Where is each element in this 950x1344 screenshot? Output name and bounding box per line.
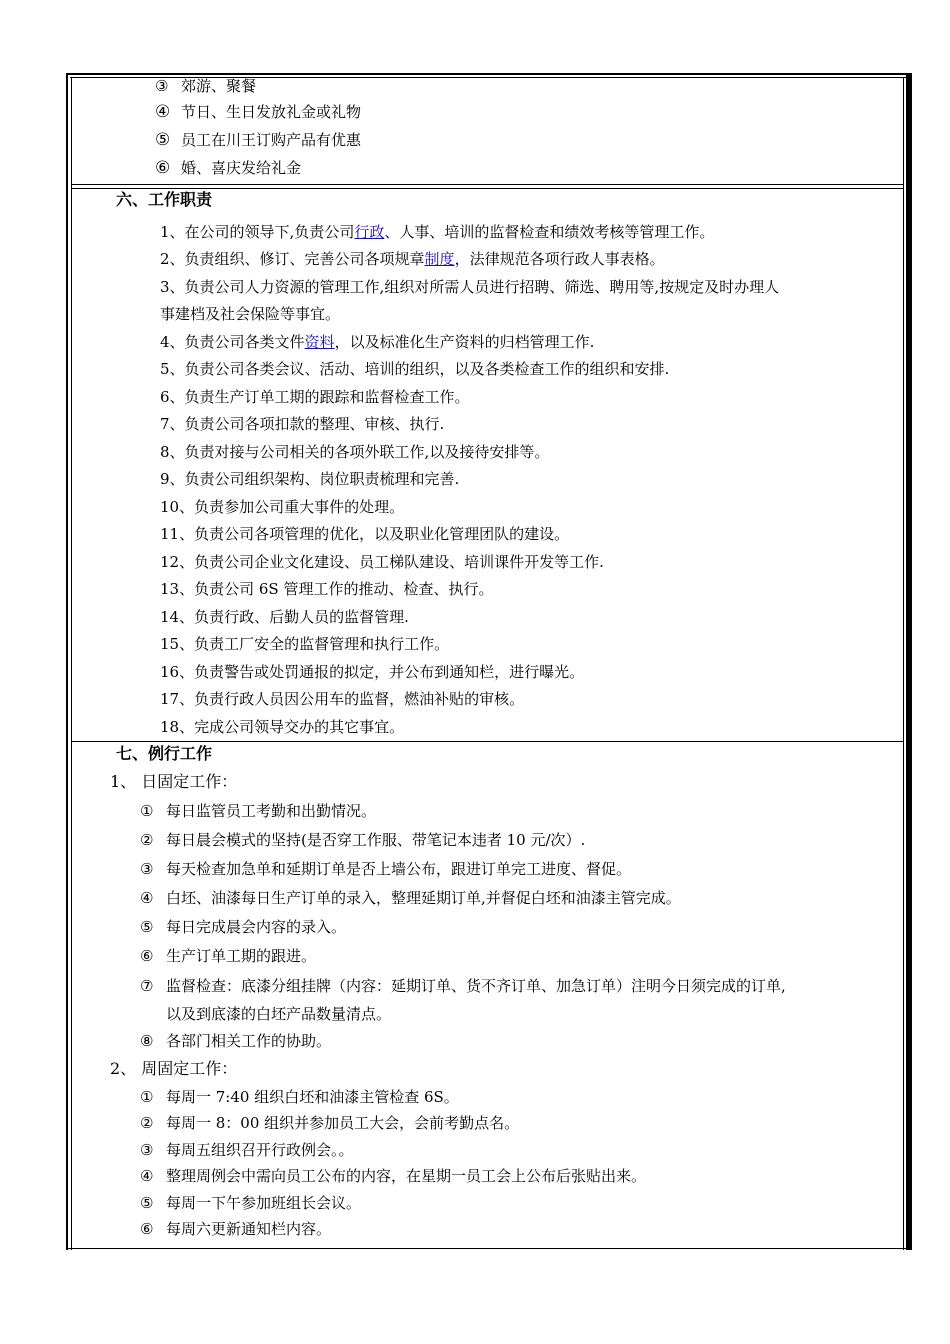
circled-number: ① <box>140 1088 154 1106</box>
duty-text: 、人事、培训的监督检查和绩效考核等管理工作。 <box>384 223 715 241</box>
table-border-top <box>66 73 912 75</box>
duty-item: 11、负责公司各项管理的优化，以及职业化管理团队的建设。 <box>160 525 570 543</box>
circled-number: ② <box>140 831 154 849</box>
duty-item: 14、负责行政、后勤人员的监督管理. <box>160 608 409 626</box>
section-heading-routine: 七、例行工作 <box>116 744 213 763</box>
weekly-item <box>140 1193 361 1213</box>
table-border-bottom <box>66 1248 912 1249</box>
daily-item <box>140 946 316 966</box>
duty-item: 17、负责行政人员因公用车的监督，燃油补贴的审核。 <box>160 690 525 708</box>
duty-item: 8、负责对接与公司相关的各项外联工作,以及接待安排等。 <box>160 443 550 461</box>
weekly-work-title: 2、 周固定工作： <box>110 1059 238 1078</box>
duty-item: 3、负责公司人力资源的管理工作,组织对所需人员进行招聘、筛选、聘用等,按规定及时办理人 <box>160 278 780 296</box>
daily-item <box>140 888 681 908</box>
circled-number: ⑥ <box>140 1220 154 1238</box>
duty-item <box>160 249 665 269</box>
table-border-right <box>906 73 912 1250</box>
table-border-right-inner <box>903 77 904 1250</box>
daily-item <box>140 917 346 937</box>
daily-text: 监督检查：底漆分组挂牌（内容：延期订单、货不齐订单、加急订单）注明今日须完成的订单, <box>166 977 786 995</box>
circled-number: ③ <box>140 1141 154 1159</box>
daily-text: 各部门相关工作的协助。 <box>166 1032 332 1050</box>
daily-text: 每天检查加急单和延期订单是否上墙公布，跟进订单完工进度、督促。 <box>166 860 632 878</box>
duty-text: 2、负责组织、修订、完善公司各项规章 <box>160 250 425 268</box>
benefit-item <box>155 76 256 96</box>
duty-text: 4、负责公司各类文件 <box>160 333 305 351</box>
benefit-item <box>155 130 361 150</box>
duty-item: 5、负责公司各类会议、活动、培训的组织，以及各类检查工作的组织和安排. <box>160 360 670 378</box>
link-system[interactable]: 制度 <box>424 250 455 268</box>
row-divider <box>72 188 903 189</box>
table-border-left-inner <box>71 77 72 1250</box>
link-admin[interactable]: 行政 <box>354 223 385 241</box>
circled-number: ① <box>140 802 154 820</box>
duty-item: 16、负责警告或处罚通报的拟定，并公布到通知栏，进行曝光。 <box>160 663 585 681</box>
circled-number: ⑤ <box>155 130 171 150</box>
circled-number: ④ <box>140 889 154 907</box>
circled-number: ③ <box>140 860 154 878</box>
circled-number: ⑥ <box>140 947 154 965</box>
row-divider <box>72 184 903 185</box>
duty-item <box>160 332 594 352</box>
daily-item <box>140 1031 331 1051</box>
daily-item <box>140 801 376 821</box>
weekly-text: 整理周例会中需向员工公布的内容，在星期一员工会上公布后张贴出来。 <box>166 1167 647 1185</box>
daily-item <box>140 859 631 879</box>
circled-number: ④ <box>155 102 171 122</box>
circled-number: ⑦ <box>140 977 154 995</box>
weekly-item <box>140 1140 354 1160</box>
duty-item: 15、负责工厂安全的监督管理和执行工作。 <box>160 635 450 653</box>
row-divider <box>72 741 903 742</box>
benefit-text: 员工在川王订购产品有优惠 <box>181 131 362 149</box>
daily-text: 白坯、油漆每日生产订单的录入，整理延期订单,并督促白坯和油漆主管完成。 <box>166 889 681 907</box>
benefit-item <box>155 102 361 122</box>
weekly-text: 每周一 8：00 组织并参加员工大会，会前考勤点名。 <box>166 1114 520 1132</box>
benefit-item <box>155 158 301 178</box>
circled-number: ⑥ <box>155 158 171 178</box>
weekly-text: 每周一 7:40 组织白坯和油漆主管检查 6S。 <box>166 1088 459 1106</box>
section-heading-duties: 六、工作职责 <box>116 190 213 209</box>
weekly-item <box>140 1113 519 1133</box>
circled-number: ④ <box>140 1167 154 1185</box>
duty-item: 7、负责公司各项扣款的整理、审核、执行. <box>160 415 445 433</box>
duty-text: ，法律规范各项行政人事表格。 <box>454 250 665 268</box>
duty-item: 18、完成公司领导交办的其它事宜。 <box>160 718 405 736</box>
circled-number: ③ <box>155 77 169 95</box>
duty-item: 9、负责公司组织架构、岗位职责梳理和完善. <box>160 470 460 488</box>
weekly-text: 每周六更新通知栏内容。 <box>166 1220 332 1238</box>
daily-text: 生产订单工期的跟进。 <box>166 947 317 965</box>
daily-item-cont: 以及到底漆的白坯产品数量清点。 <box>166 1005 392 1023</box>
circled-number: ⑤ <box>140 1194 154 1212</box>
circled-number: ⑤ <box>140 918 154 936</box>
benefit-text: 节日、生日发放礼金或礼物 <box>181 103 362 121</box>
circled-number: ⑧ <box>140 1032 154 1050</box>
weekly-item <box>140 1219 331 1239</box>
duty-item-cont: 事建档及社会保险等事宜。 <box>160 305 341 323</box>
daily-text: 每日监管员工考勤和出勤情况。 <box>166 802 377 820</box>
benefit-text: 郊游、聚餐 <box>181 77 257 95</box>
weekly-text: 每周五组织召开行政例会。。 <box>166 1141 354 1159</box>
weekly-item <box>140 1166 646 1186</box>
link-documents[interactable]: 资料 <box>304 333 335 351</box>
weekly-text: 每周一下午参加班组长会议。 <box>166 1194 362 1212</box>
duty-item: 10、负责参加公司重大事件的处理。 <box>160 498 405 516</box>
weekly-item <box>140 1087 459 1107</box>
duty-item <box>160 222 714 242</box>
duty-item: 12、负责公司企业文化建设、员工梯队建设、培训课件开发等工作. <box>160 553 604 571</box>
duty-text: ，以及标准化生产资料的归档管理工作. <box>334 333 595 351</box>
circled-number: ② <box>140 1114 154 1132</box>
duty-item: 6、负责生产订单工期的跟踪和监督检查工作。 <box>160 388 470 406</box>
duty-item: 13、负责公司 6S 管理工作的推动、检查、执行。 <box>160 580 494 598</box>
daily-text: 每日晨会模式的坚持(是否穿工作服、带笔记本违者 10 元/次）. <box>166 831 586 849</box>
duty-text: 1、在公司的领导下,负责公司 <box>160 223 355 241</box>
daily-work-title: 1、 日固定工作： <box>110 772 238 791</box>
daily-item <box>140 976 786 996</box>
daily-item <box>140 830 585 850</box>
daily-text: 每日完成晨会内容的录入。 <box>166 918 347 936</box>
benefit-text: 婚、喜庆发给礼金 <box>181 159 302 177</box>
table-border-left <box>66 73 68 1250</box>
